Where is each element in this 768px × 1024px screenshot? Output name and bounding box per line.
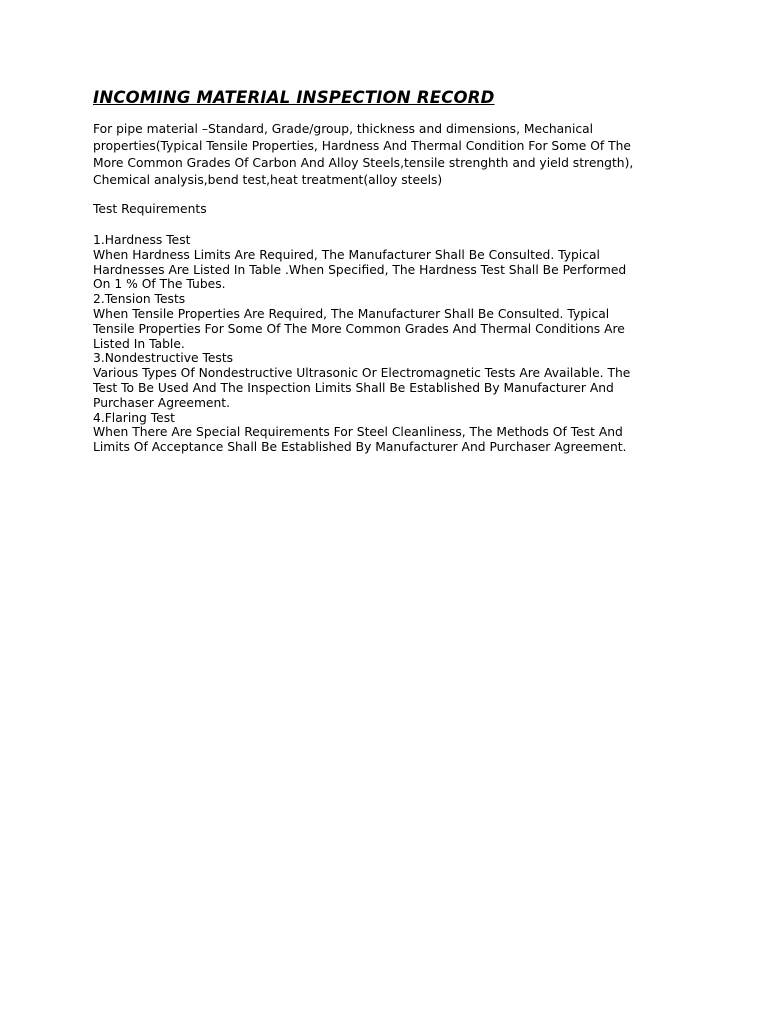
- section-line: Listed In Table.: [93, 336, 185, 351]
- section-tension-tests: [93, 292, 683, 351]
- document-title: INCOMING MATERIAL INSPECTION RECORD: [93, 88, 495, 107]
- intro-line: Chemical analysis,bend test,heat treatment(alloy steels): [93, 173, 443, 187]
- section-line: When Tensile Properties Are Required, The Manufacturer Shall Be Consulted. Typical: [93, 306, 610, 321]
- intro-line: More Common Grades Of Carbon And Alloy Steels,tensile strenghth and yield strength),: [93, 156, 634, 170]
- section-line: Tensile Properties For Some Of The More Common Grades And Thermal Conditions Are: [93, 321, 625, 336]
- section-heading: 4.Flaring Test: [93, 410, 175, 425]
- section-flaring-test: [93, 411, 683, 455]
- section-line: Limits Of Acceptance Shall Be Established By Manufacturer And Purchaser Agreement.: [93, 440, 627, 455]
- section-heading: 2.Tension Tests: [93, 292, 186, 307]
- section-line: Hardnesses Are Listed In Table .When Specified, The Hardness Test Shall Be Performed: [93, 262, 627, 277]
- document-page: [93, 88, 683, 455]
- section-nondestructive-tests: [93, 351, 683, 410]
- section-heading: 3.Nondestructive Tests: [93, 351, 234, 366]
- section-line: Various Types Of Nondestructive Ultrasonic Or Electromagnetic Tests Are Available. The: [93, 366, 631, 381]
- intro-line: For pipe material –Standard, Grade/group, thickness and dimensions, Mechanical: [93, 122, 594, 136]
- section-line: When Hardness Limits Are Required, The Manufacturer Shall Be Consulted. Typical: [93, 247, 600, 262]
- section-line: Purchaser Agreement.: [93, 395, 231, 410]
- intro-paragraph: [93, 121, 683, 189]
- section-line: When There Are Special Requirements For Steel Cleanliness, The Methods Of Test And: [93, 425, 623, 440]
- section-line: Test To Be Used And The Inspection Limits Shall Be Established By Manufacturer And: [93, 380, 614, 395]
- test-requirements-heading: Test Requirements: [93, 202, 207, 216]
- section-line: On 1 % Of The Tubes.: [93, 277, 226, 292]
- intro-line: properties(Typical Tensile Properties, Hardness And Thermal Condition For Some Of The: [93, 139, 631, 153]
- section-heading: 1.Hardness Test: [93, 233, 191, 247]
- section-hardness-test: [93, 233, 683, 292]
